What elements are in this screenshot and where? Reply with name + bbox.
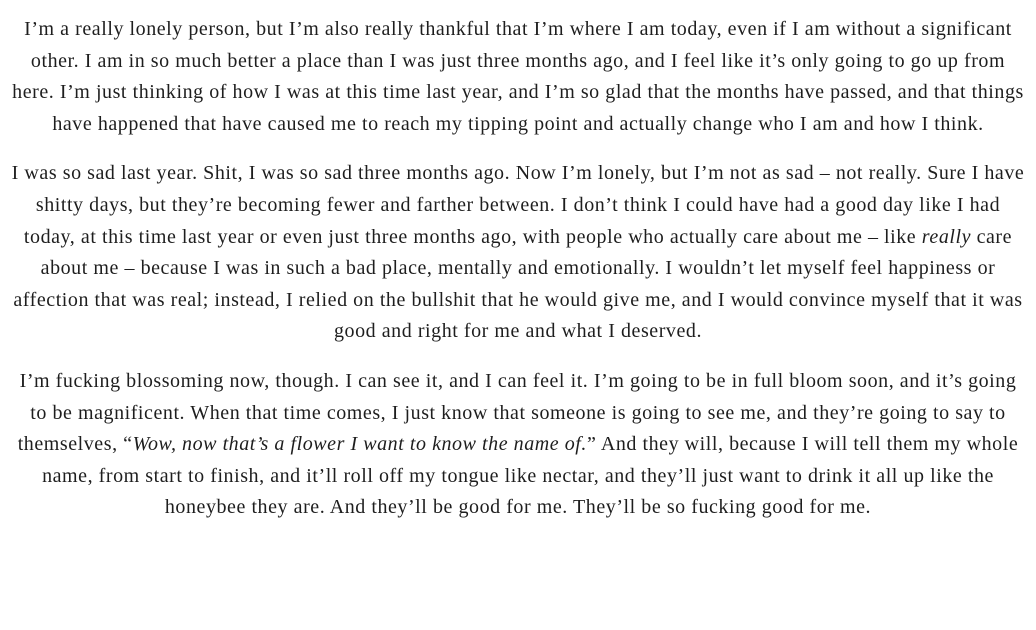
paragraph-3-text-end: ” And they will, because I will tell them my whole name, from start to finish, and it’ll roll off my tongue like nectar, and they’ll just want to drink it all up like the honeybee they are. And they’ll be good for me. They’ll be so fucking good for me. bbox=[42, 433, 1019, 519]
paragraph-3 bbox=[10, 366, 1026, 524]
paragraph-2 bbox=[10, 158, 1026, 348]
paragraph-2-text-end: care about me – because I was in such a bad place, mentally and emotionally. I wouldn’t let myself feel happiness or affection that was real; instead, I relied on the bullshit that he would give me, and I would convince myself that it was good and right for me and what I deserved. bbox=[13, 225, 1023, 343]
emphasis-flower-quote: Wow, now that’s a flower I want to know the name of. bbox=[132, 433, 587, 456]
paragraph-1 bbox=[10, 14, 1026, 140]
emphasis-really: really bbox=[921, 225, 972, 248]
paragraph-1-text: I’m a really lonely person, but I’m also really thankful that I’m where I am today, even if I am without a significant other. I am in so much better a place than I was just three months ago, and I feel like it’s only going to go up from here. I’m just thinking of how I was at this time last year, and I’m so glad that the months have passed, and that things have happened that have caused me to reach my tipping point and actually change who I am and how I think. bbox=[12, 18, 1024, 135]
paragraph-3-text-start: I’m fucking blossoming now, though. I can see it, and I can feel it. I’m going to be in full bloom soon, and it’s going to be magnificent. When that time comes, I just know that someone is going to see me, and they’re going to say to themselves, “ bbox=[17, 369, 1017, 456]
paragraph-2-text-start: I was so sad last year. Shit, I was so sad three months ago. Now I’m lonely, but I’m not as sad – not really. Sure I have shitty days, but they’re becoming fewer and farther between. I don’t think I could have had a good day like I had today, at this time last year or even just three months ago, with people who actually care about me – like bbox=[11, 162, 1025, 248]
